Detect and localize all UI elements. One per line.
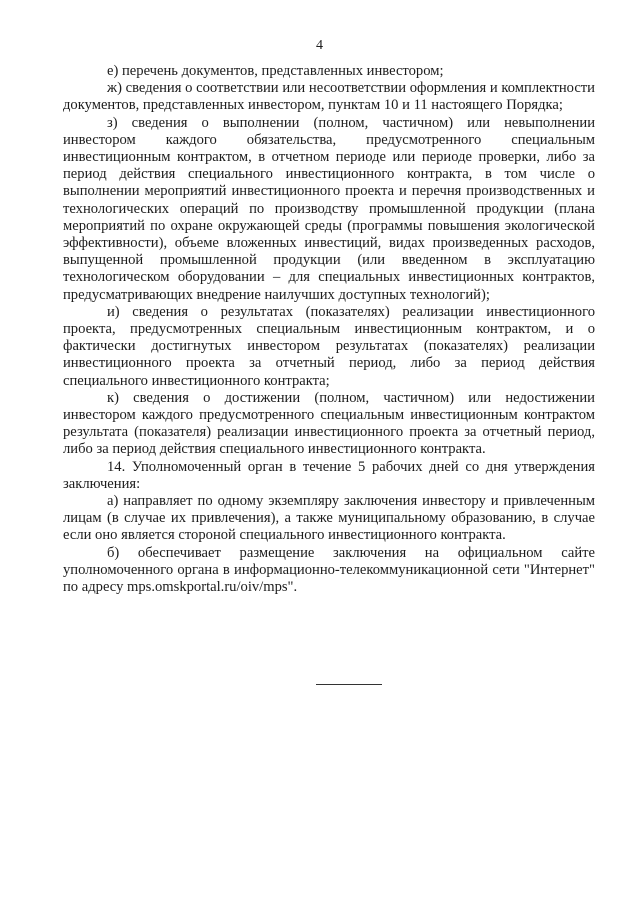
paragraph-item-k: к) сведения о достижении (полном, частичном) или недостижении инвестором каждого предусмотренного специальным инвестиционным контрактом результата (показателя) реализации инвестиционного проекта за отчетный период, либо за период действия специального инвестиционного контракта. xyxy=(63,389,595,458)
document-body xyxy=(63,63,595,596)
paragraph-item-i: и) сведения о результатах (показателях) реализации инвестиционного проекта, предусмотренных специальным инвестиционным контрактом, и о фактически достигнутых инвестором результатах (показателях) реализации инвестиционного проекта за отчетный период, либо за период действия специального инвестиционного контракта; xyxy=(63,303,595,389)
end-divider xyxy=(316,684,382,685)
paragraph-item-a: а) направляет по одному экземпляру заключения инвестору и привлеченным лицам (в случае их привлечения), а также муниципальному образованию, в случае если оно является стороной специального инвестиционного контракта. xyxy=(63,493,595,544)
paragraph-clause-14: 14. Уполномоченный орган в течение 5 рабочих дней со дня утверждения заключения: xyxy=(63,458,595,492)
paragraph-item-zh: ж) сведения о соответствии или несоответствии оформления и комплектности документов, представленных инвестором, пунктам 10 и 11 настоящего Порядка; xyxy=(63,80,595,114)
paragraph-item-e: е) перечень документов, представленных инвестором; xyxy=(107,63,444,79)
page-number: 4 xyxy=(316,38,323,53)
paragraph-item-b: б) обеспечивает размещение заключения на официальном сайте уполномоченного органа в информационно-телекоммуникационной сети "Интернет" по адресу mps.omskportal.ru/oiv/mps". xyxy=(63,544,595,596)
paragraph-item-z: з) сведения о выполнении (полном, частичном) или невыполнении инвестором каждого обязательства, предусмотренного специальным инвестиционным контрактом, в отчетном периоде или периоде проверки, либо за период действия специального инвестиционного контракта, в том числе о выполнении мероприятий инвестиционного проекта и перечня производственных и технологических операций по производству промышленной продукции (плана мероприятий по охране окружающей среды (программы повышения экологической эффективности), объеме вложенных инвестиций, видах произведенных расходов, выпущенной промышленной продукции (или введенном в эксплуатацию технологическом оборудовании – для специальных инвестиционных контрактов, предусматривающих внедрение наилучших доступных технологий); xyxy=(63,114,595,303)
